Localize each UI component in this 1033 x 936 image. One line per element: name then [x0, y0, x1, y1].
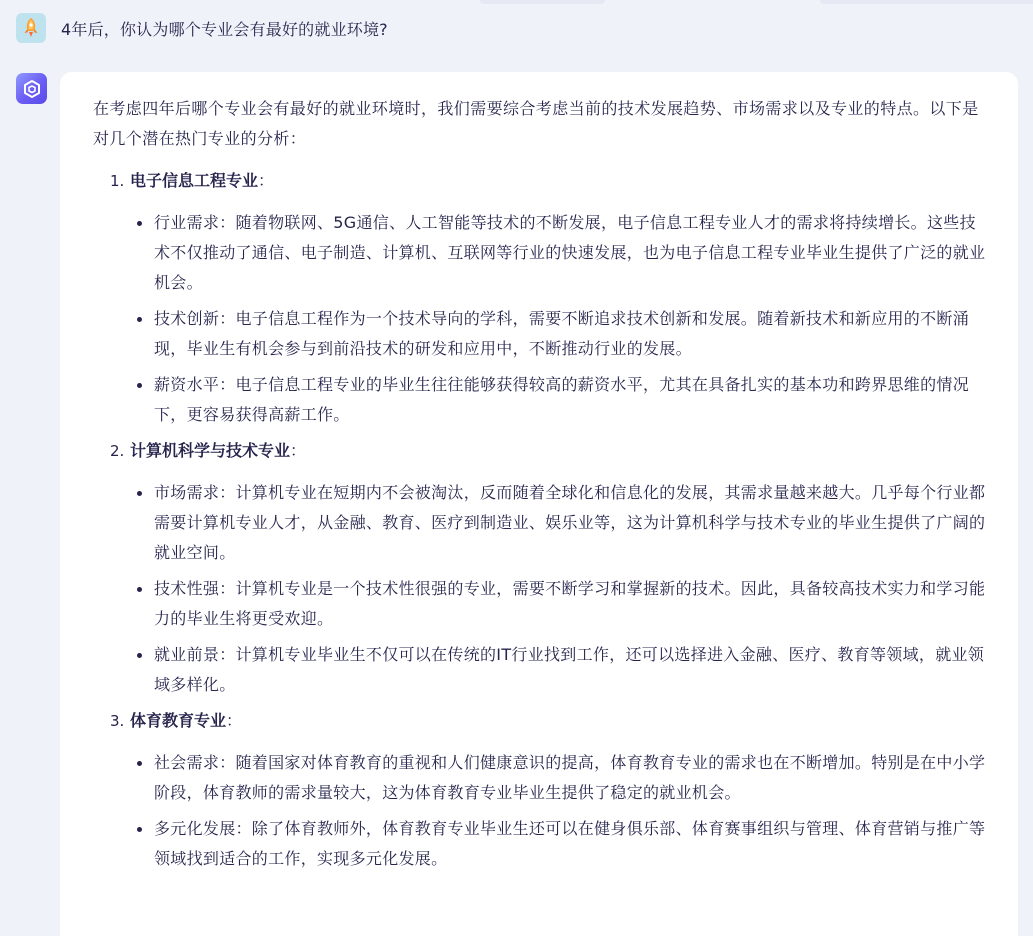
rocket-avatar-icon [21, 17, 41, 39]
major-name: 电子信息工程专业 [130, 171, 259, 190]
bullet-list [93, 208, 986, 430]
bullet-dot-icon [137, 827, 142, 832]
major-section-heading [93, 436, 986, 466]
heading-colon: ： [290, 441, 307, 460]
major-section-heading [93, 166, 986, 196]
heading-colon: ： [258, 171, 275, 190]
bullet-dot-icon [137, 221, 142, 226]
major-name: 体育教育专业 [130, 711, 227, 730]
heading-colon: ： [226, 711, 243, 730]
user-message [16, 13, 388, 43]
major-section [93, 166, 986, 430]
cube-logo-icon [22, 79, 42, 99]
answer-intro: 在考虑四年后哪个专业会有最好的就业环境时，我们需要综合考虑当前的技术发展趋势、市场需求以及专业的特点。以下是对几个潜在热门专业的分析： [93, 99, 979, 148]
major-list [93, 166, 986, 874]
major-section [93, 706, 986, 874]
user-avatar [16, 13, 46, 43]
list-item [93, 370, 986, 430]
bullet-dot-icon [137, 383, 142, 388]
top-edge-element [820, 0, 1033, 4]
list-item [93, 208, 986, 298]
list-item [93, 304, 986, 364]
major-section [93, 436, 986, 700]
bullet-dot-icon [137, 761, 142, 766]
list-item [93, 640, 986, 700]
list-item [93, 478, 986, 568]
bullet-text: 多元化发展：除了体育教师外，体育教育专业毕业生还可以在健身俱乐部、体育赛事组织与管理、体育营销与推广等领域找到适合的工作，实现多元化发展。 [154, 819, 986, 868]
bullet-text: 薪资水平：电子信息工程专业的毕业生往往能够获得较高的薪资水平，尤其在具备扎实的基本功和跨界思维的情况下，更容易获得高薪工作。 [154, 375, 970, 424]
section-number: 3. [110, 712, 125, 730]
section-number: 2. [110, 442, 125, 460]
major-name: 计算机科学与技术专业 [130, 441, 291, 460]
major-section-heading [93, 706, 986, 736]
assistant-avatar [16, 73, 47, 104]
bullet-list [93, 478, 986, 700]
bullet-dot-icon [137, 491, 142, 496]
bullet-text: 技术创新：电子信息工程作为一个技术导向的学科，需要不断追求技术创新和发展。随着新技术和新应用的不断涌现，毕业生有机会参与到前沿技术的研发和应用中，不断推动行业的发展。 [154, 309, 970, 358]
bullet-dot-icon [137, 587, 142, 592]
bullet-dot-icon [137, 317, 142, 322]
bullet-dot-icon [137, 653, 142, 658]
bullet-list [93, 748, 986, 874]
assistant-answer-card [60, 72, 1018, 936]
bullet-text: 就业前景：计算机专业毕业生不仅可以在传统的IT行业找到工作，还可以选择进入金融、医疗、教育等领域，就业领域多样化。 [154, 645, 985, 694]
list-item [93, 574, 986, 634]
user-question-text: 4年后，你认为哪个专业会有最好的就业环境? [61, 19, 388, 39]
bullet-text: 市场需求：计算机专业在短期内不会被淘汰，反而随着全球化和信息化的发展，其需求量越来越大。几乎每个行业都需要计算机专业人才，从金融、教育、医疗到制造业、娱乐业等，这为计算机科学与技术专业的毕业生提供了广阔的就业空间。 [154, 483, 986, 562]
bullet-text: 社会需求：随着国家对体育教育的重视和人们健康意识的提高，体育教育专业的需求也在不断增加。特别是在中小学阶段，体育教师的需求量较大，这为体育教育专业毕业生提供了稳定的就业机会。 [154, 753, 986, 802]
list-item [93, 814, 986, 874]
top-edge-element [480, 0, 605, 4]
bullet-text: 行业需求：随着物联网、5G通信、人工智能等技术的不断发展，电子信息工程专业人才的需求将持续增长。这些技术不仅推动了通信、电子制造、计算机、互联网等行业的快速发展，也为电子信息工程专业毕业生提供了广泛的就业机会。 [154, 213, 986, 292]
list-item [93, 748, 986, 808]
section-number: 1. [110, 172, 125, 190]
bullet-text: 技术性强：计算机专业是一个技术性很强的专业，需要不断学习和掌握新的技术。因此，具备较高技术实力和学习能力的毕业生将更受欢迎。 [154, 579, 986, 628]
